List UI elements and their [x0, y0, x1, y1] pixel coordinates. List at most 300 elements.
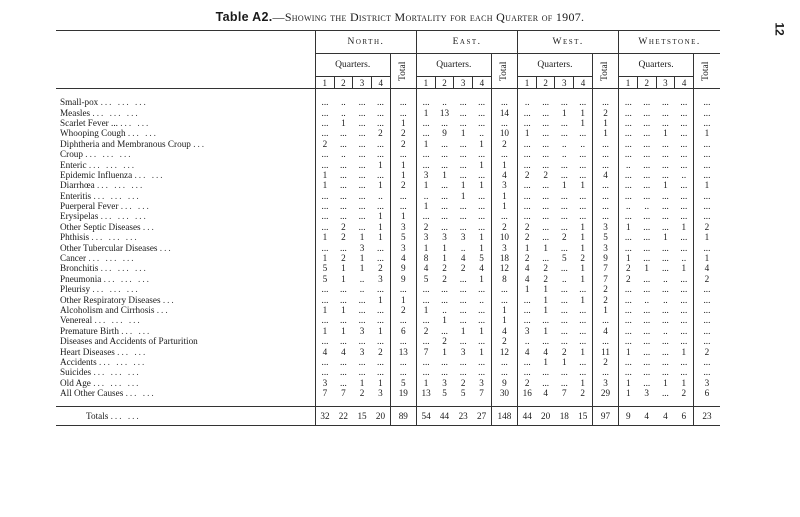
cell-east-total: 2	[491, 222, 517, 232]
cell-east-q1: 8	[423, 253, 429, 264]
cell-east-q4: 7	[479, 388, 484, 399]
cell-east-q4: ...	[478, 356, 486, 367]
cell-east-q2: 1	[442, 346, 447, 357]
cell-east-q1: 54	[417, 407, 436, 426]
cell-whetstone-q1: ..	[626, 201, 631, 212]
cell-whetstone-q1: ...	[624, 107, 632, 118]
cell-north-q3: ..	[359, 284, 365, 295]
cell-whetstone-q4: ...	[680, 367, 688, 378]
cell-north-q1: ...	[321, 201, 329, 212]
cell-east-q3: 2	[460, 263, 466, 274]
cell-whetstone-q1: ...	[624, 336, 632, 347]
cell-east-q4: 27	[473, 407, 492, 426]
cell-north-q1: 3	[322, 377, 328, 388]
cell-north-total: 1	[390, 118, 416, 128]
cell-east-q3: ..	[460, 242, 466, 253]
cell-east-q3: ...	[459, 273, 467, 284]
cell-east-q4: ...	[478, 336, 486, 347]
quarter-number-whetstone-4: 4	[675, 77, 694, 89]
cell-north-q2: ...	[339, 367, 347, 378]
cell-whetstone-q2: 1	[644, 263, 650, 274]
cell-west-total: ...	[592, 149, 618, 159]
cell-east-q4: 1	[479, 138, 484, 149]
cause-name: Bronchitis	[60, 263, 99, 274]
cell-east-q4: ...	[478, 107, 486, 118]
cell-west-q4: 2	[580, 253, 586, 264]
cell-east-q4: ...	[478, 149, 486, 160]
cell-east-q1: ...	[422, 159, 430, 170]
cell-north-total: ...	[390, 336, 416, 346]
cell-west-q3: ...	[560, 315, 568, 326]
cell-whetstone-q3: ..	[663, 273, 668, 284]
cell-east-q2: 13	[439, 107, 450, 118]
cell-north-q2: ..	[341, 149, 346, 160]
cell-west-q3: ...	[560, 211, 568, 222]
cell-north-q2: 2	[341, 221, 346, 232]
cell-whetstone-q4: ...	[680, 284, 688, 295]
cell-east-q1: ..	[423, 190, 429, 201]
leader-dots: ... ... ...	[92, 284, 140, 295]
cell-north-total: 89	[390, 407, 416, 426]
cell-east-q2: ...	[441, 190, 448, 201]
leader-dots: ... ...	[120, 117, 151, 128]
cause-name: Other Septic Diseases	[60, 221, 141, 232]
cause-name: Whooping Cough	[60, 128, 126, 139]
cell-west-q1: ...	[523, 305, 531, 315]
cell-whetstone-q1: 1	[626, 346, 631, 357]
cause-name: Enteric	[60, 159, 87, 170]
table-row	[56, 274, 720, 284]
cell-west-q3: 5	[562, 253, 567, 264]
cell-whetstone-q4: ...	[680, 315, 688, 326]
cell-whetstone-q1: ...	[624, 305, 632, 315]
cell-whetstone-q1: ...	[624, 190, 632, 201]
cell-east-q3: ...	[459, 149, 467, 160]
cell-whetstone-total: 6	[693, 388, 720, 398]
cell-west-q2: ...	[542, 377, 550, 388]
cell-west-total: ...	[592, 159, 618, 169]
cell-whetstone-q3: ...	[661, 97, 669, 108]
cell-west-q4: ...	[579, 325, 587, 336]
cell-whetstone-q4: ..	[681, 169, 687, 180]
leader-dots: ... ... ...	[100, 211, 148, 222]
cell-north-q2: 1	[341, 325, 346, 336]
cell-north-total: 3	[390, 242, 416, 252]
cell-west-q1: ...	[523, 367, 531, 378]
cell-east-q2: 1	[442, 315, 447, 326]
cell-west-q1: ...	[523, 201, 531, 212]
cell-north-total: 19	[390, 388, 416, 398]
quarter-number-west-3: 3	[555, 77, 574, 89]
cell-north-q3: 3	[359, 242, 365, 253]
cell-whetstone-total: ...	[693, 118, 720, 128]
cell-north-q3: ...	[358, 367, 366, 378]
cell-west-q1: 16	[522, 388, 532, 399]
cell-east-q4: 1	[479, 325, 484, 336]
cell-north-q4: 1	[378, 221, 383, 232]
cell-north-q2: 1	[341, 273, 346, 284]
cell-east-q2: ...	[441, 367, 448, 378]
cell-whetstone-q3: ...	[661, 138, 669, 149]
cell-west-q1: 3	[524, 325, 530, 336]
cell-north-q4: 1	[378, 159, 383, 170]
quarter-number-east-1: 1	[417, 77, 436, 89]
leader-dots: ... ... ...	[100, 263, 148, 274]
cell-west-q2: ...	[542, 138, 550, 149]
cell-whetstone-q1: 2	[626, 273, 631, 284]
cell-west-total: 11	[592, 346, 618, 356]
cell-west-q1: ...	[523, 138, 531, 149]
cell-whetstone-q1: 1	[626, 388, 631, 399]
cell-north-q2: ..	[341, 107, 346, 118]
cell-whetstone-q3: 1	[663, 232, 668, 243]
table-row	[56, 201, 720, 211]
cell-whetstone-q2: ...	[643, 273, 651, 284]
cause-label	[56, 191, 315, 201]
cell-west-q4: ...	[579, 367, 587, 378]
cell-north-total: 1	[390, 170, 416, 180]
cell-whetstone-q1: ...	[624, 356, 632, 367]
table-row	[56, 253, 720, 263]
cell-east-q1: 1	[423, 107, 429, 118]
cell-east-q3: ...	[459, 305, 467, 315]
cell-north-q2: ...	[339, 242, 347, 253]
cell-east-q1: ...	[422, 356, 430, 367]
cell-north-q2: ...	[339, 315, 347, 326]
cell-north-q4: 2	[378, 128, 383, 139]
cell-west-q2: ...	[542, 180, 550, 191]
cell-north-total: ...	[390, 97, 416, 107]
cell-west-q4: ...	[579, 336, 587, 347]
cell-west-q2: ...	[542, 128, 550, 139]
cell-north-q2: 2	[341, 253, 346, 264]
cause-label	[56, 232, 315, 242]
cell-west-q3: ...	[560, 242, 568, 253]
cell-west-total: ...	[592, 211, 618, 221]
cell-east-total: ...	[491, 294, 517, 304]
cause-name: Other Respiratory Diseases	[60, 294, 161, 305]
cell-north-q3: ...	[358, 107, 366, 118]
cell-whetstone-q2: ...	[643, 211, 651, 222]
cause-name: Erysipelas	[60, 211, 99, 222]
leader-dots: ... ... ...	[100, 97, 148, 108]
cell-north-q2: ...	[339, 138, 347, 149]
cell-west-q2: ...	[542, 190, 550, 201]
cell-north-q2: ...	[339, 190, 347, 201]
cell-north-q1: 1	[322, 169, 328, 180]
quarter-number-east-4: 4	[473, 77, 492, 89]
cell-east-q2: ...	[441, 180, 448, 191]
cell-north-q1: ...	[321, 336, 329, 347]
table-row	[56, 170, 720, 180]
cell-north-q2: ...	[339, 356, 347, 367]
cell-east-q2: ..	[442, 305, 447, 315]
cell-west-q4: ...	[579, 128, 587, 139]
cell-whetstone-q1: ...	[624, 325, 632, 336]
cell-east-q4: 1	[479, 232, 484, 243]
cell-east-q4: ..	[479, 294, 484, 305]
cause-label	[56, 201, 315, 211]
cell-west-q3: ...	[560, 128, 568, 139]
cell-west-q1: ..	[524, 97, 530, 108]
cell-east-q3: ...	[459, 356, 467, 367]
cause-label	[56, 253, 315, 263]
cell-whetstone-q3: ...	[661, 388, 669, 399]
cell-west-q4: ...	[579, 284, 587, 295]
cell-north-q3: ..	[359, 273, 365, 284]
cell-north-q1: 1	[322, 180, 328, 191]
table-number: Table A2.	[215, 10, 273, 24]
cell-whetstone-total: 1	[693, 128, 720, 138]
cell-west-q2: 1	[543, 325, 548, 336]
cell-north-q3: ...	[358, 138, 366, 149]
cell-north-q4: ...	[377, 201, 384, 212]
cell-north-total: ...	[390, 357, 416, 367]
cell-whetstone-q2: ...	[643, 149, 651, 160]
cell-west-q4: 1	[580, 377, 586, 388]
leader-dots: ... ... ...	[88, 159, 137, 170]
table-row	[56, 149, 720, 159]
leader-dots: ... ...	[121, 325, 152, 336]
cell-west-q4: ...	[579, 190, 587, 201]
cell-whetstone-total: ...	[693, 139, 720, 149]
cell-north-total: 1	[390, 159, 416, 169]
table-row	[56, 263, 720, 273]
cause-label	[56, 242, 315, 252]
cell-north-q1: 1	[322, 305, 328, 315]
cell-west-q1: 2	[524, 253, 530, 264]
table-title: —Showing the District Mortality for each Quarter of 1907.	[272, 10, 585, 24]
cell-east-q4: 1	[479, 180, 484, 191]
cell-west-q2: ...	[542, 232, 550, 243]
cell-west-q2: 4	[543, 388, 548, 399]
leader-dots: ... ... ...	[97, 180, 145, 191]
cell-whetstone-q4: ...	[680, 149, 688, 160]
cell-whetstone-total: ...	[693, 242, 720, 252]
cell-whetstone-q4: ...	[680, 128, 688, 139]
cell-north-q3: ...	[358, 356, 366, 367]
cell-whetstone-q2: ...	[643, 138, 651, 149]
cell-north-total: 13	[390, 346, 416, 356]
table-row	[56, 294, 720, 304]
cell-whetstone-total: 1	[693, 232, 720, 242]
cell-west-total: 2	[592, 284, 618, 294]
cell-west-q2: 1	[543, 294, 548, 305]
cell-north-q1: ...	[321, 117, 329, 128]
cell-east-q2: 2	[442, 336, 447, 347]
cause-name: Small-pox	[60, 97, 99, 108]
cell-west-q1: ...	[523, 117, 531, 128]
cell-west-total: ...	[592, 191, 618, 201]
cell-north-q4: ...	[377, 97, 384, 108]
cell-whetstone-q1: ...	[624, 315, 632, 326]
district-header-west: West.	[518, 31, 619, 54]
cell-north-total: 5	[390, 232, 416, 242]
cell-whetstone-q1: ...	[624, 117, 632, 128]
cell-whetstone-q4: ...	[680, 242, 688, 253]
cell-north-total: ...	[390, 367, 416, 377]
cell-east-q2: 2	[442, 263, 447, 274]
leader-dots: ... ... ...	[85, 149, 133, 160]
cell-whetstone-q3: ...	[661, 221, 669, 232]
cell-west-q2: ...	[542, 221, 550, 232]
cell-whetstone-q1: ...	[624, 97, 632, 108]
cell-east-q3: 1	[460, 325, 466, 336]
leader-dots: ... ...	[120, 201, 151, 212]
cell-east-q2: 3	[442, 232, 447, 243]
cell-east-q4: ...	[478, 284, 486, 295]
cell-north-q2: ...	[339, 128, 347, 139]
cause-label	[56, 274, 315, 284]
cell-west-q2: 1	[543, 356, 548, 367]
cause-label	[56, 305, 315, 315]
cell-west-q3: 1	[562, 107, 567, 118]
cell-north-q4: ..	[378, 190, 383, 201]
district-mortality-table	[56, 30, 720, 426]
table-row	[56, 128, 720, 138]
cell-north-total: 9	[390, 263, 416, 273]
cell-west-total: 4	[592, 170, 618, 180]
cell-west-total: 7	[592, 263, 618, 273]
cell-east-q1: 3	[423, 169, 429, 180]
cell-east-q2: 1	[442, 169, 447, 180]
cell-west-q2: ...	[542, 201, 550, 212]
district-header-whetstone: Whetstone.	[619, 31, 720, 54]
cell-west-q2: ...	[542, 367, 550, 378]
cell-north-q4: ...	[377, 138, 384, 149]
cell-east-q3: 1	[460, 190, 466, 201]
cell-east-q3: ...	[459, 201, 467, 212]
cell-east-q1: 7	[423, 346, 429, 357]
cell-west-q4: ...	[579, 211, 587, 222]
table-row	[56, 378, 720, 388]
cell-west-q1: 4	[524, 273, 530, 284]
quarter-number-east-2: 2	[435, 77, 454, 89]
cell-whetstone-q4: 1	[681, 221, 687, 232]
cell-west-q3: ...	[560, 190, 568, 201]
cell-whetstone-total: 2	[693, 222, 720, 232]
cell-east-total: 1	[491, 315, 517, 325]
cell-north-total: 1	[390, 294, 416, 304]
cell-whetstone-q3: ...	[661, 201, 669, 212]
leader-dots: ... ...	[134, 169, 165, 180]
cell-west-q2: ...	[542, 97, 550, 108]
cell-north-total: 6	[390, 326, 416, 336]
cell-west-total: ...	[592, 180, 618, 190]
cell-east-q2: ...	[441, 325, 448, 336]
cell-east-q3: 2	[460, 377, 466, 388]
cell-east-q3: 23	[454, 407, 473, 426]
cell-west-q4: ...	[579, 315, 587, 326]
cell-north-q3: ...	[358, 211, 366, 222]
cell-north-q1: ...	[321, 97, 329, 108]
cell-whetstone-q4: ...	[680, 305, 688, 315]
table-row	[56, 180, 720, 190]
cell-east-q1: 1	[423, 201, 429, 212]
cell-whetstone-q3: ...	[661, 117, 669, 128]
quarter-number-west-4: 4	[574, 77, 593, 89]
cause-label	[56, 294, 315, 304]
cell-whetstone-q2: ..	[644, 201, 650, 212]
cell-east-q2: ...	[441, 294, 448, 305]
cell-east-q4: 1	[479, 346, 484, 357]
cell-whetstone-q2: ...	[643, 97, 651, 108]
cell-west-q4: 1	[580, 232, 586, 243]
cell-whetstone-q2: ...	[643, 107, 651, 118]
cell-east-q1: 4	[423, 263, 429, 274]
cell-west-q3: ...	[560, 305, 568, 315]
cell-east-total: 12	[491, 263, 517, 273]
cell-west-q2: 2	[543, 273, 548, 284]
cell-west-q3: ...	[560, 294, 568, 305]
cell-north-q1: ...	[321, 294, 329, 305]
cell-east-total: ...	[491, 149, 517, 159]
cell-east-q2: 2	[442, 273, 447, 284]
cell-whetstone-total: ...	[693, 367, 720, 377]
totals-name: Totals	[86, 411, 109, 422]
cell-west-q1: 2	[524, 169, 530, 180]
cell-north-q1: ...	[321, 107, 329, 118]
cell-north-total: 5	[390, 378, 416, 388]
cause-label	[56, 315, 315, 325]
cell-north-q2: ...	[339, 211, 347, 222]
cell-whetstone-q3: 1	[663, 377, 668, 388]
cell-east-q2: 3	[442, 377, 447, 388]
cell-whetstone-total: 1	[693, 180, 720, 190]
cell-north-q1: ...	[321, 356, 329, 367]
cell-west-q4: 1	[580, 273, 586, 284]
leader-dots: ... ... ...	[99, 356, 147, 367]
cell-whetstone-total: 2	[693, 274, 720, 284]
cell-west-q3: ...	[560, 117, 568, 128]
cell-east-q3: 3	[460, 232, 466, 243]
cell-whetstone-q2: ...	[643, 346, 651, 357]
cell-east-q4: 1	[479, 159, 484, 170]
cell-north-q1: ...	[321, 242, 329, 253]
cell-west-q2: 4	[543, 346, 548, 357]
cell-whetstone-total: ...	[693, 336, 720, 346]
cell-whetstone-q4: ...	[680, 138, 688, 149]
cell-west-q3: ...	[560, 377, 568, 388]
label-header-cell	[56, 31, 315, 89]
cell-north-q1: 7	[322, 388, 328, 399]
cell-west-q3: 18	[555, 407, 574, 426]
cell-east-q1: 1	[423, 242, 429, 253]
cell-west-q4: 1	[580, 117, 586, 128]
cell-whetstone-q2: ...	[643, 117, 651, 128]
cause-name: Phthisis	[60, 232, 90, 243]
cell-whetstone-total: ...	[693, 315, 720, 325]
cell-west-q3: ..	[562, 273, 567, 284]
cell-north-q1: 1	[322, 325, 328, 336]
cell-whetstone-total: 4	[693, 263, 720, 273]
cell-whetstone-q4: ...	[680, 211, 688, 222]
cell-east-q1: 2	[423, 325, 429, 336]
cell-east-q4: ...	[478, 201, 486, 212]
cell-north-q1: ...	[321, 284, 329, 295]
cell-east-q4: 1	[479, 242, 484, 253]
cell-east-total: 8	[491, 274, 517, 284]
cell-east-q3: ...	[459, 97, 467, 108]
cell-north-q3: ...	[358, 305, 366, 315]
cell-west-q2: 2	[543, 169, 548, 180]
cell-north-q2: 1	[341, 305, 346, 315]
cell-whetstone-q2: ...	[643, 315, 651, 326]
cell-west-q3: 7	[562, 388, 567, 399]
cell-west-total: 3	[592, 378, 618, 388]
cell-whetstone-q3: ...	[661, 107, 669, 118]
cell-north-total: 3	[390, 222, 416, 232]
